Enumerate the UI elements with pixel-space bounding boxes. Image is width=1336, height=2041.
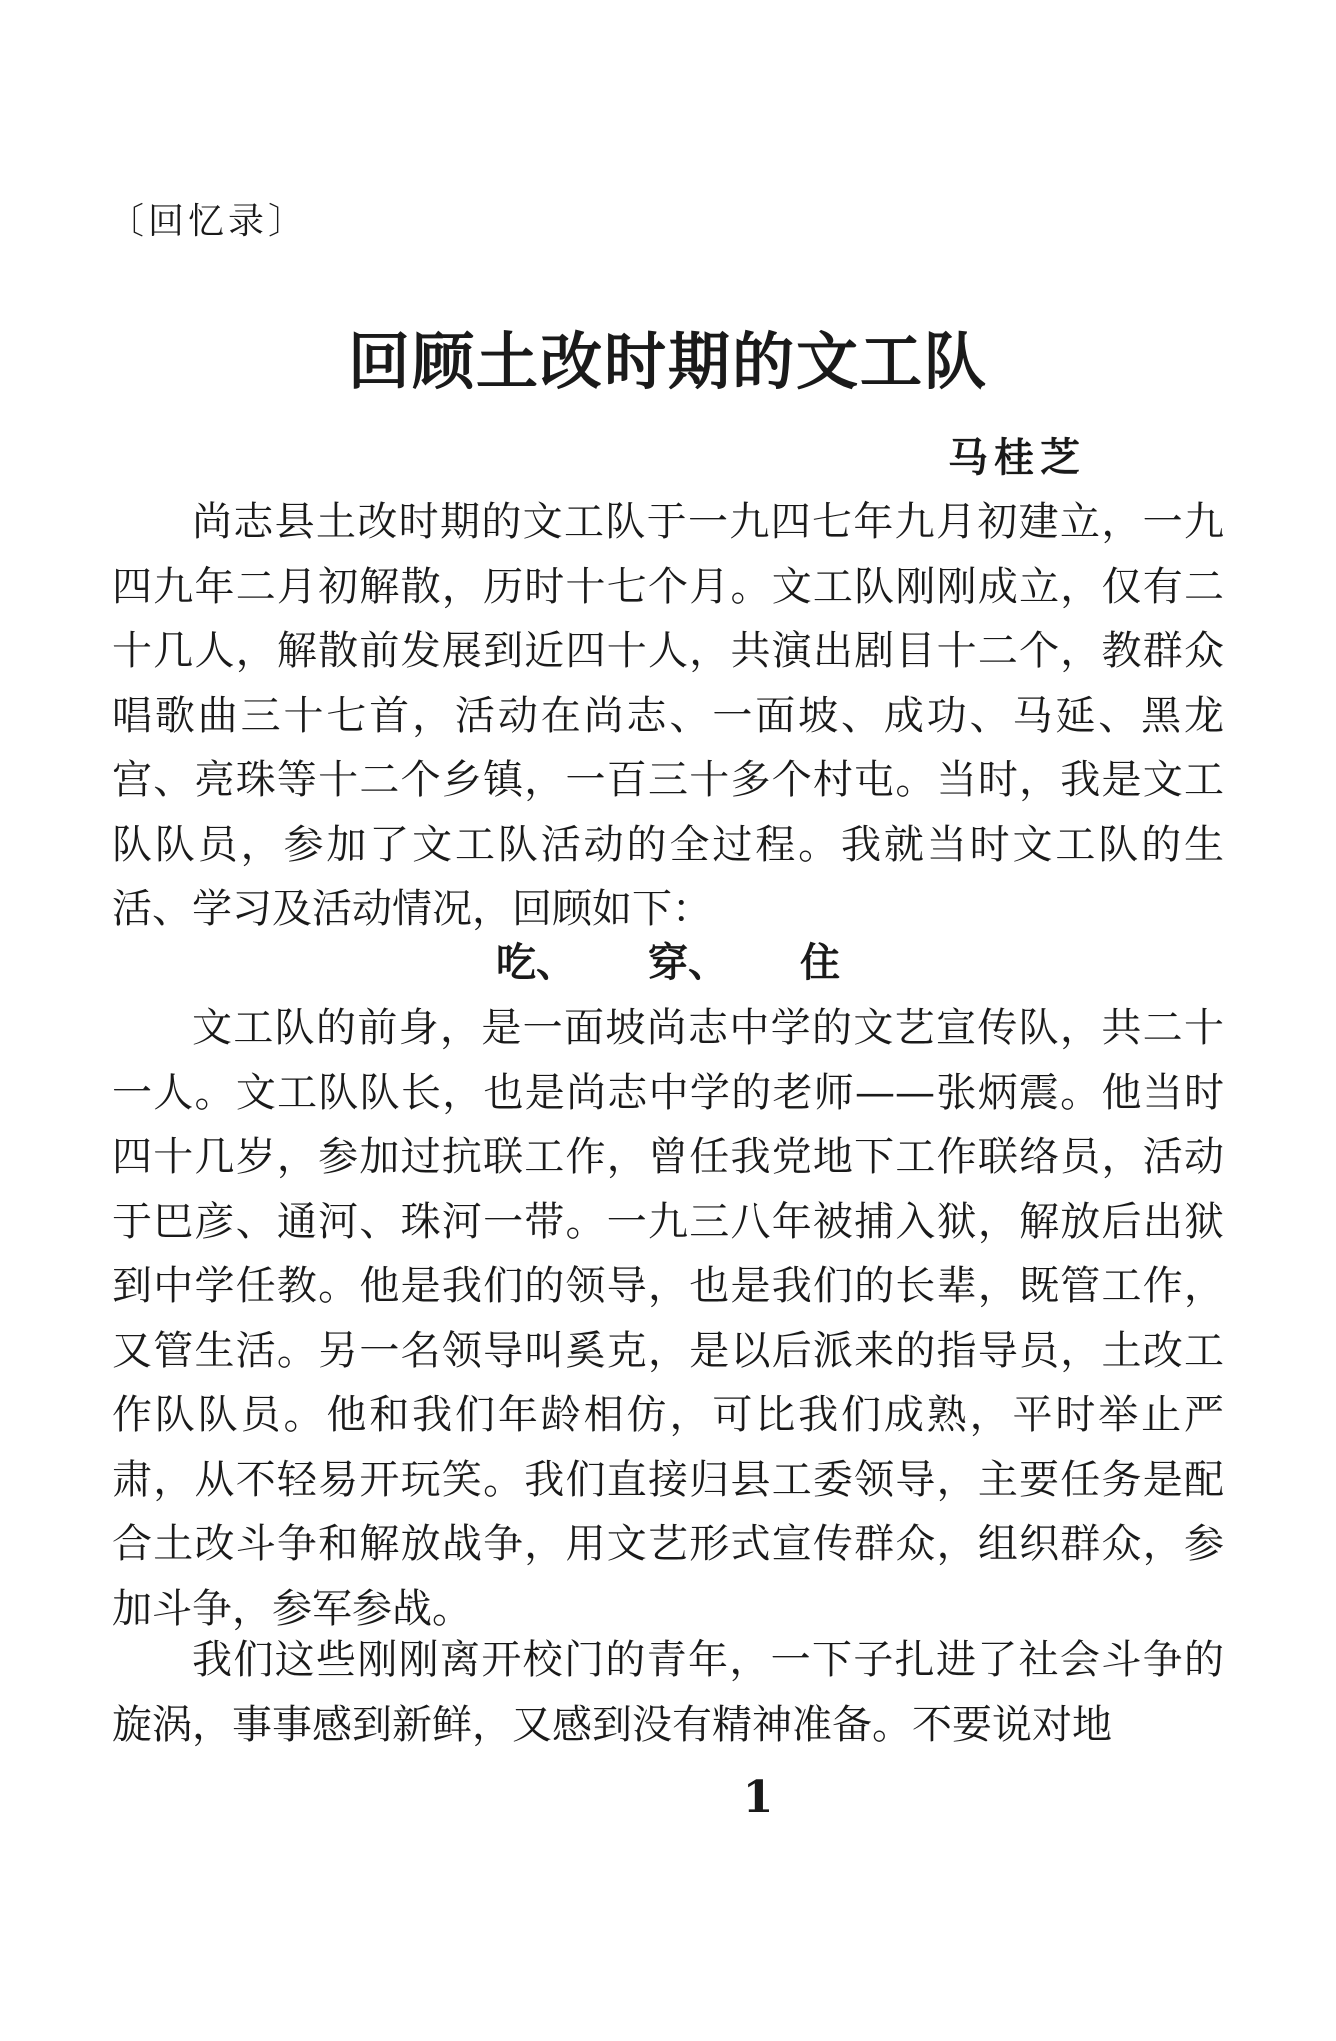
subheading-part: 穿、 <box>648 939 728 986</box>
section-subheading <box>0 935 1336 991</box>
article-title: 回顾土改时期的文工队 <box>347 325 988 398</box>
page-number: 1 <box>742 1772 774 1823</box>
section-tag: 〔回忆录〕 <box>108 201 309 242</box>
author-name: 马桂芝 <box>948 434 1086 481</box>
paragraph-team-origin: 文工队的前身，是一面坡尚志中学的文艺宣传队，共二十一人。文工队队长，也是尚志中学的老师——张炳震。他当时四十几岁，参加过抗联工作，曾任我党地下工作联络员，活动于巴彦、通河、珠河一带。一九三八年被捕入狱，解放后出狱到中学任教。他是我们的领导，也是我们的长辈，既管工作，又管生活。另一名领导叫奚克，是以后派来的指导员，土改工作队队员。他和我们年龄相仿，可比我们成熟，平时举止严肃，从不轻易开玩笑。我们直接归县工委领导，主要任务是配合土改斗争和解放战争，用文艺形式宣传群众，组织群众，参加斗争，参军参战。 <box>112 1005 1224 1632</box>
paragraph-intro: 尚志县土改时期的文工队于一九四七年九月初建立，一九四九年二月初解散，历时十七个月。文工队刚刚成立，仅有二十几人，解散前发展到近四十人，共演出剧目十二个，教群众唱歌曲三十七首，活动在尚志、一面坡、成功、马延、黑龙宫、亮珠等十二个乡镇，一百三十多个村屯。当时，我是文工队队员，参加了文工队活动的全过程。我就当时文工队的生活、学习及活动情况，回顾如下： <box>112 499 1224 932</box>
paragraph-young-members: 我们这些刚刚离开校门的青年，一下子扎进了社会斗争的旋涡，事事感到新鲜，又感到没有精神准备。不要说对地 <box>112 1637 1224 1748</box>
subheading-part: 吃、 <box>496 939 576 986</box>
subheading-part: 住 <box>800 939 840 986</box>
